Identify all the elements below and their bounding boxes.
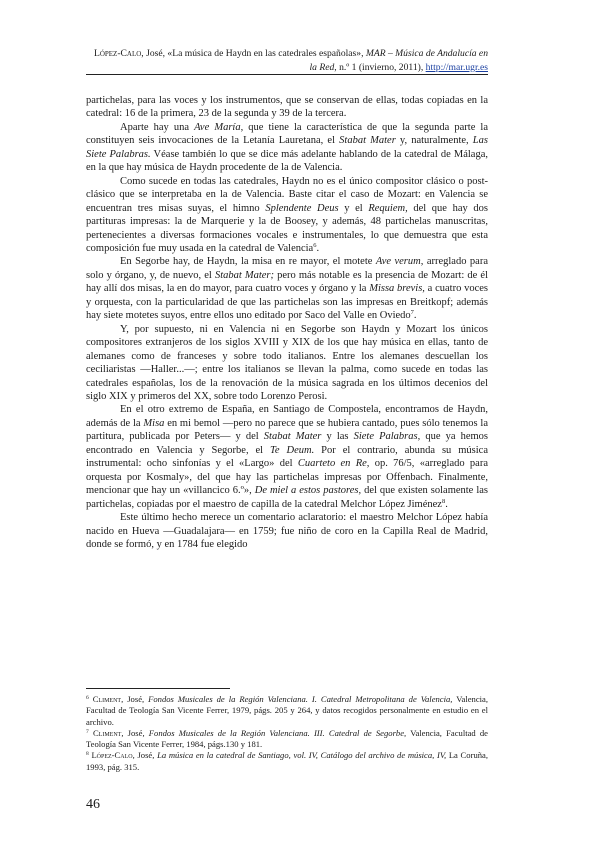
text-run: Valencia, Facultad de Teología San Vicente Ferrer, 1984, págs.130 y 181. [86,727,488,750]
text-run: y las [321,431,354,443]
paragraph [86,255,488,322]
italic-run: Te Deum. [270,444,315,456]
italic-run: Requiem, [368,202,408,214]
text-run: partichelas, para las voces y los instrumentos, que se conservan de ellas, todas copiadas en la catedral: 16 de la primera, 23 de la segunda y 39 de la tercera. [86,95,488,120]
author-name: López-Calo [91,750,133,761]
text-run: del que existen solamente las partichelas, copiadas por el maestro de capilla de la catedral Melchor López Jiménez [86,485,488,510]
header-journal: MAR – Música de Andalucía en la Red [309,48,488,73]
italic-run: Fondos Musicales de la Región Valenciana. III. Catedral de Segorbe, [148,727,407,738]
paragraph [86,175,488,256]
text-run: arreglado para solo y órgano, y, de nuevo, el [86,256,488,281]
italic-run: Cuarteto en Re, [297,458,370,470]
italic-run: Ave María, [194,121,244,133]
text-run: que ya hemos encontrado en Valencia y Segorbe, el [86,431,488,456]
paragraph [86,511,488,551]
italic-run: Stabat Mater [339,135,396,147]
main-text [86,94,488,551]
italic-run: Las Siete Palabras. [86,135,488,160]
footnote-ref: 7 [410,309,414,317]
italic-run: Splendente Deus [265,202,339,214]
text-run: Valencia, Facultad de Teología San Vicente Ferrer, 1979, págs. 205 y 264, y datos recogidos personalmente en estudio en el archivo. [86,694,488,727]
footnotes [86,694,488,773]
text-run: en mi bemol —pero no parece que se hubiera cantado, pues sólo tenemos la partitura, publicada por Peters— y del [86,417,488,443]
footnote [86,750,488,773]
header-author: López-Calo [93,48,142,59]
text-run: Aparte hay una [120,121,195,133]
italic-run: Misa [143,417,165,429]
text-run: , José, [121,727,149,738]
text-run: En el otro extremo de España, en Santiago de Compostela, encontramos de Haydn, además de la [86,404,488,429]
italic-run: Fondos Musicales de la Región Valenciana. I. Catedral Metropolitana de Valencia, [148,694,453,704]
text-run: Como sucede en todas las catedrales, Haydn no es el único compositor clásico o post-clásico que se interpretaba en la de Valencia. Baste citar el caso de Mozart: en Valencia se encuentran tres misas suyas, el himno [86,175,488,214]
footnote [86,694,488,728]
paragraph [86,121,488,175]
italic-run: La música en la catedral de Santiago, vol. IV, Catálogo del archivo de música, IV, [157,750,447,761]
italic-run: Stabat Mater [263,431,322,443]
text-run: a cuatro voces y orquesta, con la particularidad de que las partichelas son las impresas en Breitkopf; además hay siete motetes suyos, entre ellos uno editado por Saco del Valle en Oviedo [86,283,488,322]
header-issue: , n.º 1 (invierno, 2011), [334,61,426,73]
paragraph [86,403,488,511]
header-journal-link[interactable]: http://mar.ugr.es [425,61,488,73]
text-run: , José, [121,694,149,704]
text-run: La Coruña, 1993, pág. 315. [86,750,488,772]
author-name: Climent [92,727,122,738]
text-run: Y, por supuesto, ni en Valencia ni en Segorbe son Haydn y Mozart los únicos compositores extranjeros de los siglos XVIII y XIX de los que hay música en ellas, tanto de alemanes como de franceses y sobre todo italianos. Entre los alemanes descuellan los ceciliaristas —Haller...—; entre los italianos se llevan la palma, como sucede en todas las catedrales españolas, los de la renovación de la música sagrada en los últimos decenios del siglo XIX y primeros del XX, sobre todo Lorenzo Perosi. [86,323,488,402]
footnote-number: 6 [86,695,89,701]
paragraph [86,94,488,121]
text-run: En Segorbe hay, de Haydn, la misa en re mayor, el motete [120,256,376,268]
paragraph [86,323,488,404]
text-run: y, naturalmente, [395,135,473,147]
footnote-divider [86,688,230,689]
italic-run: De miel a estos pastores, [254,485,362,497]
italic-run: Missa brevis, [369,283,425,295]
italic-run: Siete Palabras, [353,431,421,443]
footnote-number: 7 [86,728,89,735]
text-run: . [445,498,448,510]
footnote-ref: 6 [313,241,317,249]
header-article-title: , José, «La música de Haydn en las catedrales españolas», [141,48,366,59]
italic-run: Ave verum, [375,256,424,268]
text-run: Este último hecho merece un comentario aclaratorio: el maestro Melchor López había nacido en Hueva —Guadalajara— en 1759; fue niño de coro en la Capilla Real de Madrid, donde se formó, y en 1784 fue elegido [86,512,488,550]
running-header [86,47,488,74]
text-run: y el [338,202,369,214]
text-run: , José, [132,750,158,761]
header-divider [86,74,488,75]
text-run: . [413,310,417,322]
text-run: . [316,242,320,254]
footnote [86,728,488,751]
text-run: pero más notable es la presencia de Mozart: de él hay allí dos misas, la en do mayor, para cuatro voces y órgano y la [86,269,488,295]
author-name: Climent [92,694,122,704]
page-number: 46 [86,797,100,812]
text-run: Véase también lo que se dice más adelante hablando de la catedral de Málaga, en la que hay música de Haydn procedente de la de Valencia. [86,148,488,174]
text-run: que tiene la característica de que la segunda parte la constituyen seis invocaciones de la Letanía Lauretana, el [86,121,489,147]
footnote-ref: 8 [441,497,446,505]
text-run: del que hay dos partituras impresas: la de Marquerie y la de Boosey, y además, 48 partichelas manuscritas, pertenecientes a diversas formaciones vocales e instrumentales, lo que demuestra que esta composición fue muy usada en la catedral de Valencia [86,202,488,254]
text-run: op. 76/5, «arreglado para orquesta por Kosmaly», del que hay las partichelas impresas por Offenbach. Finalmente, mencionar que hay un «villancico 6.º», [86,458,488,497]
footnote-number: 8 [86,751,89,758]
italic-run: Stabat Mater; [214,269,275,281]
text-run: Por el contrario, abunda su música instrumental: ocho sinfonías y el «Largo» del [86,444,488,470]
